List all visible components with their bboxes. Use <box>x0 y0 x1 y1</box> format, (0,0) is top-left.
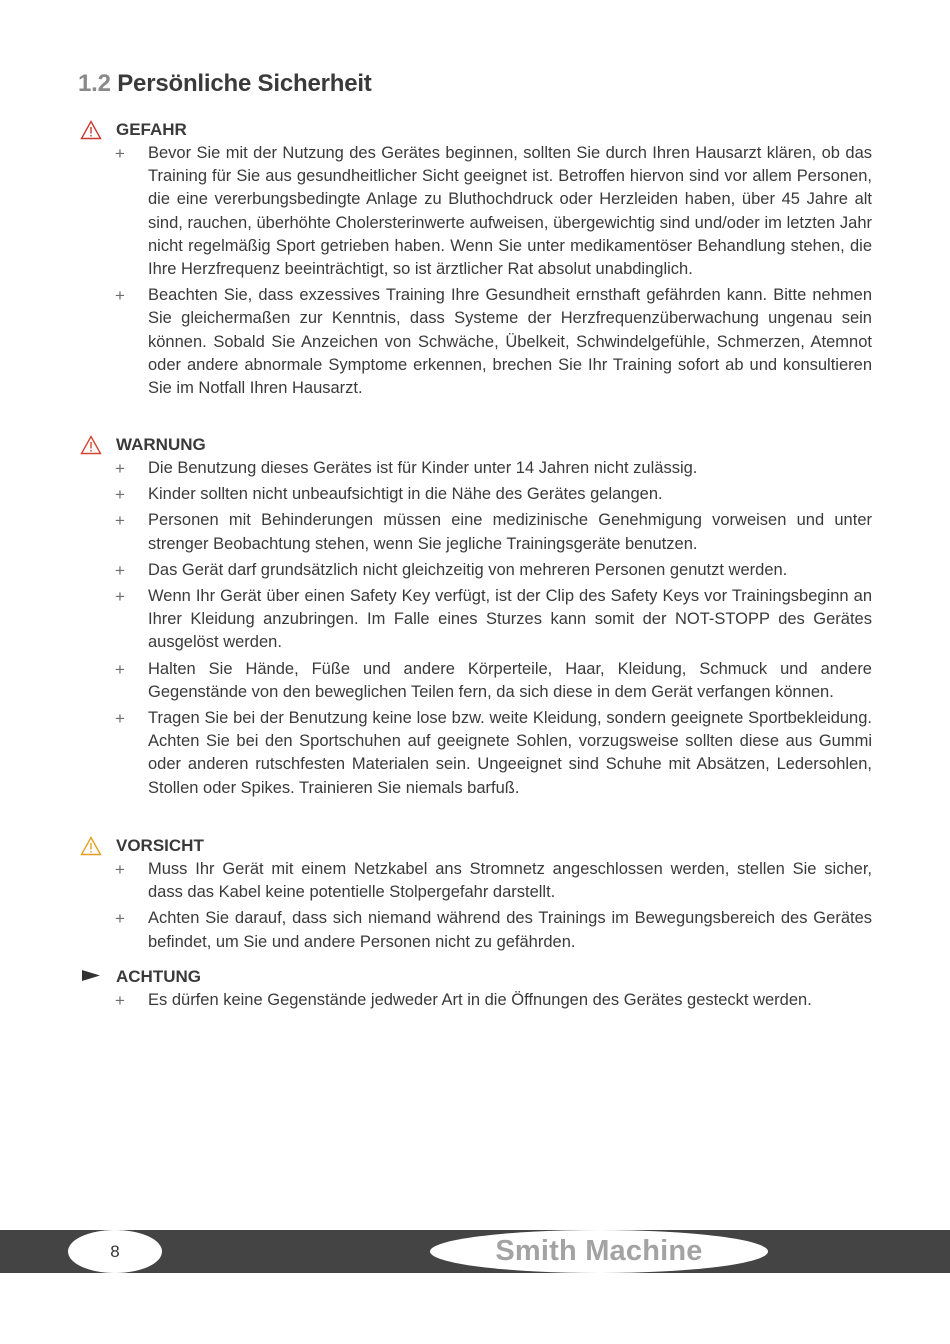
item-text: Achten Sie darauf, dass sich niemand während des Trainings im Bewegungsbereich des Gerätes befindet, um Sie und andere Personen nicht zu gefährden. <box>148 909 872 951</box>
list-item <box>0 142 950 281</box>
heading-title: Persönliche Sicherheit <box>117 70 372 97</box>
item-text: Tragen Sie bei der Benutzung keine lose bzw. weite Kleidung, sondern geeignete Sportbekleidung. Achten Sie bei den Sportschuhen auf geeignete Sohlen, vorzugsweise sollten diese aus Gummi oder anderen rutschfesten Materialen sein. Ungeeignet sind Schuhe mit Absätzen, Ledersohlen, Stollen oder Spikes. Trainieren Sie niemals barfuß. <box>148 709 872 797</box>
item-text: Halten Sie Hände, Füße und andere Körperteile, Haar, Kleidung, Schmuck und andere Gegenstände von den beweglichen Teilen fern, da sich diese in dem Gerät verfangen können. <box>148 659 872 701</box>
list-item <box>0 989 950 1012</box>
list-item <box>0 457 950 480</box>
plus-bullet-icon: + <box>115 659 125 679</box>
item-text: Personen mit Behinderungen müssen eine medizinische Genehmigung vorweisen und unter strenger Beobachtung stehen, wenn Sie jegliche Trainingsgeräte benutzen. <box>148 511 872 553</box>
plus-bullet-icon: + <box>115 144 125 163</box>
section-title: GEFAHR <box>116 120 187 139</box>
item-text: Kinder sollten nicht unbeaufsichtigt in die Nähe des Gerätes gelangen. <box>148 485 663 504</box>
heading-number: 1.2 <box>78 70 111 97</box>
item-text: Bevor Sie mit der Nutzung des Gerätes beginnen, sollten Sie durch Ihren Hausarzt klären, ob das Training für Sie aus gesundheitlicher Sicht geeignet ist. Betroffen hiervon sind vor allem Personen, die eine vererbungsbedingte Anlage zu Bluthochdruck oder Herzleiden haben, über 45 Jahre alt sind, rauchen, überhöhte Cholersterinwerte aufweisen, übergewichtig sind und/oder im letzten Jahr nicht regelmäßig Sport getrieben haben. Wenn Sie unter medikamentöser Behandlung stehen, die Ihre Herzfrequenz beeinträchtigt, so ist ärztlicher Rat absolut unabdinglich. <box>148 144 872 279</box>
caution-triangle-icon <box>80 836 102 856</box>
item-text: Es dürfen keine Gegenstände jedweder Art in die Öffnungen des Gerätes gesteckt werden. <box>148 991 812 1009</box>
danger-warning-triangle-icon <box>80 120 102 140</box>
list-item <box>0 284 950 400</box>
page-heading <box>78 70 372 98</box>
item-text: Wenn Ihr Gerät über einen Safety Key verfügt, ist der Clip des Safety Keys vor Trainingsbeginn an Ihrer Kleidung anzubringen. Im Falle eines Sturzes kann somit der NOT-STOPP des Gerätes ausgelöst werden. <box>148 587 872 652</box>
section-title: WARNUNG <box>116 435 206 454</box>
notice-flag-icon <box>80 967 102 987</box>
plus-bullet-icon: + <box>115 485 125 505</box>
plus-bullet-icon: + <box>115 909 125 929</box>
list-item <box>0 483 950 506</box>
list-item <box>0 509 950 555</box>
list-item <box>0 858 950 904</box>
plus-bullet-icon: + <box>115 991 125 1010</box>
plus-bullet-icon: + <box>115 511 125 531</box>
product-brand: Smith Machine <box>430 1230 768 1273</box>
plus-bullet-icon: + <box>115 587 125 607</box>
list-item <box>0 707 950 800</box>
section-title: VORSICHT <box>116 836 204 855</box>
page-number: 8 <box>68 1230 162 1273</box>
plus-bullet-icon: + <box>115 560 125 580</box>
item-text: Die Benutzung dieses Gerätes ist für Kinder unter 14 Jahren nicht zulässig. <box>148 459 698 477</box>
list-item <box>0 559 950 582</box>
plus-bullet-icon: + <box>115 709 125 729</box>
item-text: Beachten Sie, dass exzessives Training Ihre Gesundheit ernsthaft gefährden kann. Bitte nehmen Sie gleichermaßen zur Kenntnis, dass Systeme der Herzfrequenzüberwachung ungenau sein können. Sobald Sie Anzeichen von Schwäche, Übelkeit, Schwindelgefühle, Schmerzen, Atemnot oder andere abnormale Symptome erkennen, brechen Sie Ihr Training sofort ab und konsultieren Sie im Notfall Ihren Hausarzt. <box>148 286 872 398</box>
plus-bullet-icon: + <box>115 459 125 478</box>
list-item <box>0 585 950 655</box>
list-item <box>0 658 950 704</box>
section-title: ACHTUNG <box>116 967 201 986</box>
item-text: Muss Ihr Gerät mit einem Netzkabel ans Stromnetz angeschlossen werden, stellen Sie sicher, dass das Kabel keine potentielle Stolpergefahr darstellt. <box>148 860 872 902</box>
plus-bullet-icon: + <box>115 286 125 306</box>
item-text: Das Gerät darf grundsätzlich nicht gleichzeitig von mehreren Personen genutzt werden. <box>148 560 788 579</box>
plus-bullet-icon: + <box>115 860 125 879</box>
list-item <box>0 907 950 953</box>
warning-triangle-icon <box>80 435 102 455</box>
